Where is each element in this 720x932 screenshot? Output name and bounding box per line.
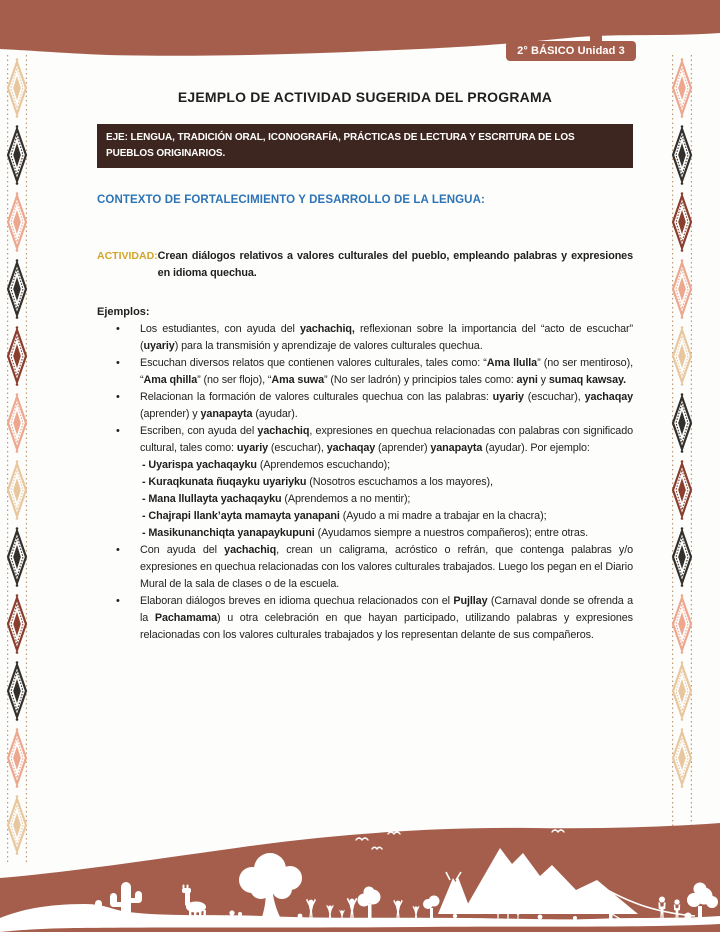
page-title: EJEMPLO DE ACTIVIDAD SUGERIDA DEL PROGRAMA bbox=[177, 89, 553, 105]
textile-border-right bbox=[671, 55, 693, 840]
list-item: • Relacionan la formación de valores culturales quechua con las palabras: uyariy (escuchar), yachaqay (aprender) y yanapayta (ayudar). bbox=[97, 389, 633, 423]
content-area bbox=[97, 85, 633, 644]
ejemplos-heading: Ejemplos: bbox=[97, 306, 150, 318]
bullet-marker: • bbox=[116, 323, 120, 335]
eje-banner: EJE: LENGUA, TRADICIÓN ORAL, ICONOGRAFÍA, PRÁCTICAS DE LECTURA Y ESCRITURA DE LOS PUEBLOS ORIGINARIOS. bbox=[97, 124, 633, 168]
contexto-heading: CONTEXTO DE FORTALECIMIENTO Y DESARROLLO DE LA LENGUA: bbox=[97, 194, 485, 206]
list-item: - Masikunanchiqta yanapaykupuni (Ayudamos siempre a nuestros compañeros); entre otras. bbox=[142, 527, 589, 539]
list-item: • Escuchan diversos relatos que contienen valores culturales, tales como: “Ama llulla” (no ser mentiroso), “Ama qhilla” (no ser flojo), “Ama suwa” (No ser ladrón) y principios tales como: ayni y sumaq kawsay. bbox=[97, 355, 633, 389]
actividad-label: ACTIVIDAD: bbox=[97, 250, 158, 262]
list-item: - Mana llullayta yachaqayku (Aprendemos a no mentir); bbox=[142, 493, 411, 505]
actividad-text: Crean diálogos relativos a valores culturales del pueblo, empleando palabras y expresiones en idioma quechua. bbox=[157, 250, 633, 279]
list-item: - Chajrapi llank’ayta mamayta yanapani (Ayudo a mi madre a trabajar en la chacra); bbox=[142, 510, 547, 522]
bullet-marker: • bbox=[116, 595, 120, 607]
list-item: • Elaboran diálogos breves en idioma quechua relacionados con el Pujllay (Carnaval donde se ofrenda a la Pachamama) u otra celebración en que hayan participado, utilizando palabras y expresiones relacionadas con los valores culturales trabajados y los representan delante de sus compañeros. bbox=[97, 593, 633, 644]
footer-landscape-art bbox=[0, 820, 720, 932]
textile-border-left bbox=[6, 55, 28, 865]
bullet-marker: • bbox=[116, 544, 120, 556]
examples-list bbox=[97, 321, 633, 644]
list-item: - Kuraqkunata ñuqayku uyariyku (Nosotros escuchamos a los mayores), bbox=[142, 476, 493, 488]
list-item: • Con ayuda del yachachiq, crean un caligrama, acróstico o refrán, que contenga palabras y/o expresiones en quechua relacionadas con los valores culturales trabajados. Luego los pegan en el Diario Mural de la sala de clases o de la escuela. bbox=[97, 542, 633, 593]
unit-badge: 2° BÁSICO Unidad 3 bbox=[506, 41, 636, 61]
actividad-row bbox=[97, 248, 633, 282]
bullet-marker: • bbox=[116, 357, 120, 369]
list-item: - Uyarispa yachaqayku (Aprendemos escuchando); bbox=[142, 459, 391, 471]
list-item: • Escriben, con ayuda del yachachiq, expresiones en quechua relacionadas con palabras con significado cultural, tales como: uyariy (escuchar), yachaqay (aprender) yanapayta (ayudar). Por ejemplo: bbox=[97, 423, 633, 457]
bullet-marker: • bbox=[116, 391, 120, 403]
bullet-marker: • bbox=[116, 425, 120, 437]
list-item: • Los estudiantes, con ayuda del yachachiq, reflexionan sobre la importancia del “acto de escuchar” (uyariy) para la transmisión y aprendizaje de valores culturales quechua. bbox=[97, 321, 633, 355]
